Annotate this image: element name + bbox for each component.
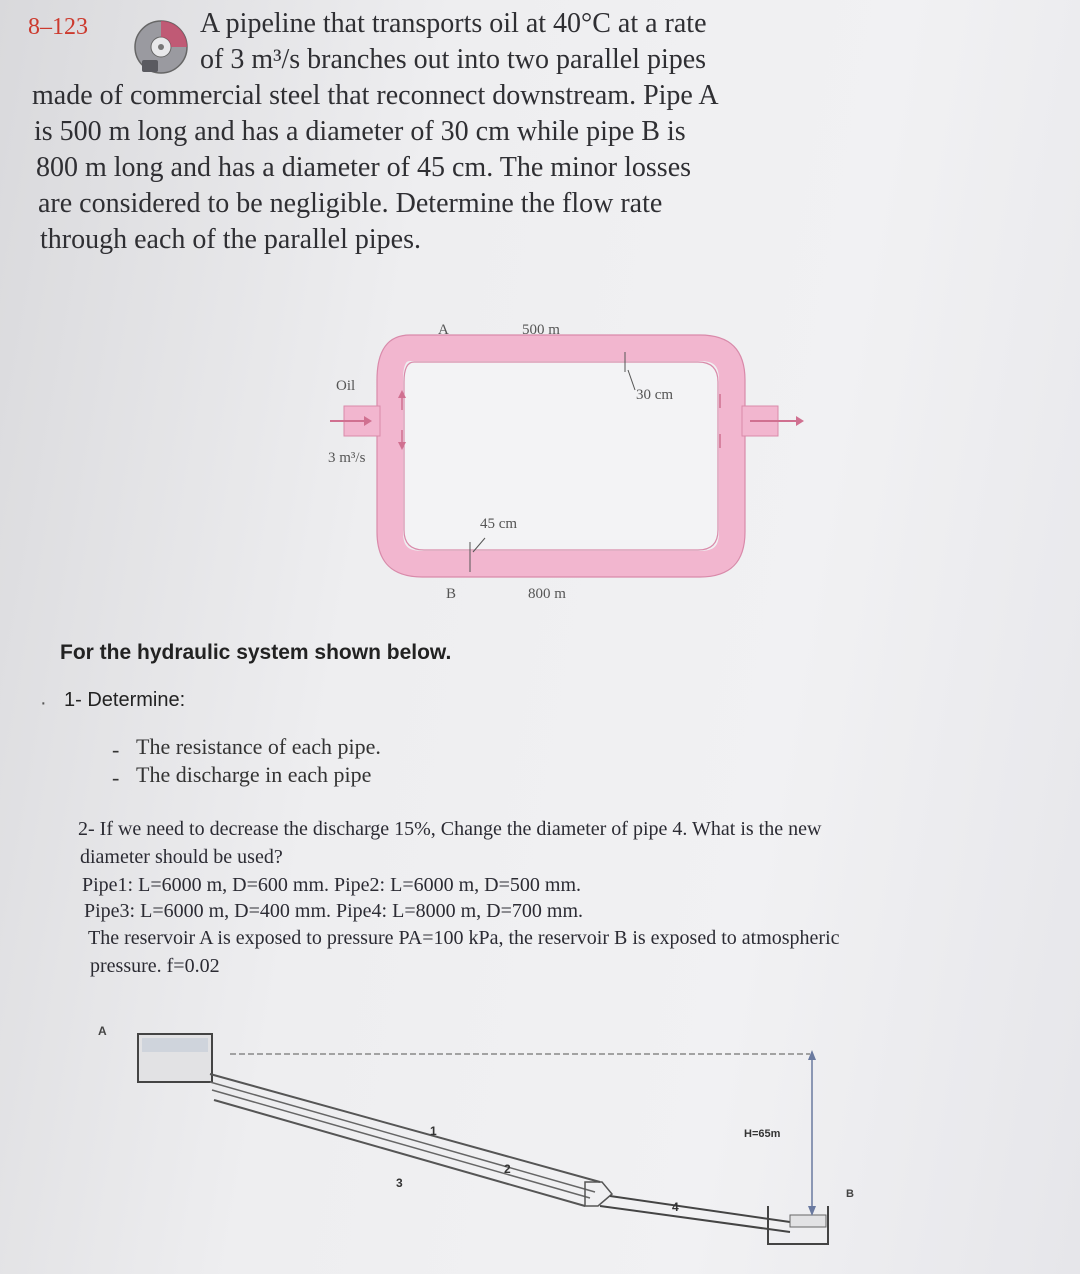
determine-item: The discharge in each pipe bbox=[136, 762, 372, 787]
head-label: H=65m bbox=[744, 1128, 781, 1140]
pipe-a-length: 500 m bbox=[522, 322, 560, 338]
problem-number: 8–123 bbox=[28, 14, 88, 40]
question-line: pressure. f=0.02 bbox=[90, 955, 220, 977]
problem-line: are considered to be negligible. Determine the flow rate bbox=[38, 188, 663, 219]
determine-item: The resistance of each pipe. bbox=[136, 734, 381, 759]
question-line: The reservoir A is exposed to pressure PA=100 kPa, the reservoir B is exposed to atmospheric bbox=[88, 927, 840, 949]
pipe-a-label: A bbox=[438, 322, 449, 338]
determine-heading: 1- Determine: bbox=[64, 689, 186, 711]
question-line: Pipe1: L=6000 m, D=600 mm. Pipe2: L=6000 m, D=500 mm. bbox=[82, 874, 582, 896]
problem-line: 800 m long and has a diameter of 45 cm. The minor losses bbox=[36, 152, 692, 183]
pipe-3-label: 3 bbox=[396, 1176, 403, 1190]
pipe-b-length: 800 m bbox=[528, 586, 566, 602]
cd-icon bbox=[132, 18, 190, 76]
fluid-label: Oil bbox=[336, 378, 356, 394]
reservoir-a-label: A bbox=[98, 1024, 107, 1038]
parallel-pipe-diagram bbox=[310, 310, 810, 610]
bullet-dash: - bbox=[112, 765, 120, 790]
pipe-4-label: 4 bbox=[672, 1200, 679, 1214]
question-line: Pipe3: L=6000 m, D=400 mm. Pipe4: L=8000 m, D=700 mm. bbox=[84, 900, 584, 922]
problem-line: A pipeline that transports oil at 40°C at a rate bbox=[200, 8, 707, 39]
pipe-a-diameter: 30 cm bbox=[636, 387, 674, 403]
reservoir-b-label: B bbox=[846, 1188, 854, 1200]
question-line: 2- If we need to decrease the discharge 15%, Change the diameter of pipe 4. What is the new bbox=[78, 818, 822, 840]
flow-rate-label: 3 m³/s bbox=[328, 450, 366, 466]
reservoir-diagram bbox=[90, 1010, 990, 1272]
problem-line: is 500 m long and has a diameter of 30 cm while pipe B is bbox=[34, 116, 686, 147]
pipe-b-label: B bbox=[446, 586, 457, 602]
pipe-1-label: 1 bbox=[430, 1124, 437, 1138]
list-marker: · bbox=[40, 692, 47, 714]
question-line: diameter should be used? bbox=[80, 846, 283, 868]
pipe-2-label: 2 bbox=[504, 1162, 511, 1176]
problem-line: of 3 m³/s branches out into two parallel pipes bbox=[200, 44, 707, 75]
hydraulic-title: For the hydraulic system shown below. bbox=[60, 641, 452, 664]
problem-line: through each of the parallel pipes. bbox=[40, 224, 421, 255]
bullet-dash: - bbox=[112, 737, 120, 762]
pipe-b-diameter: 45 cm bbox=[480, 516, 518, 532]
problem-line: made of commercial steel that reconnect downstream. Pipe A bbox=[32, 80, 719, 111]
